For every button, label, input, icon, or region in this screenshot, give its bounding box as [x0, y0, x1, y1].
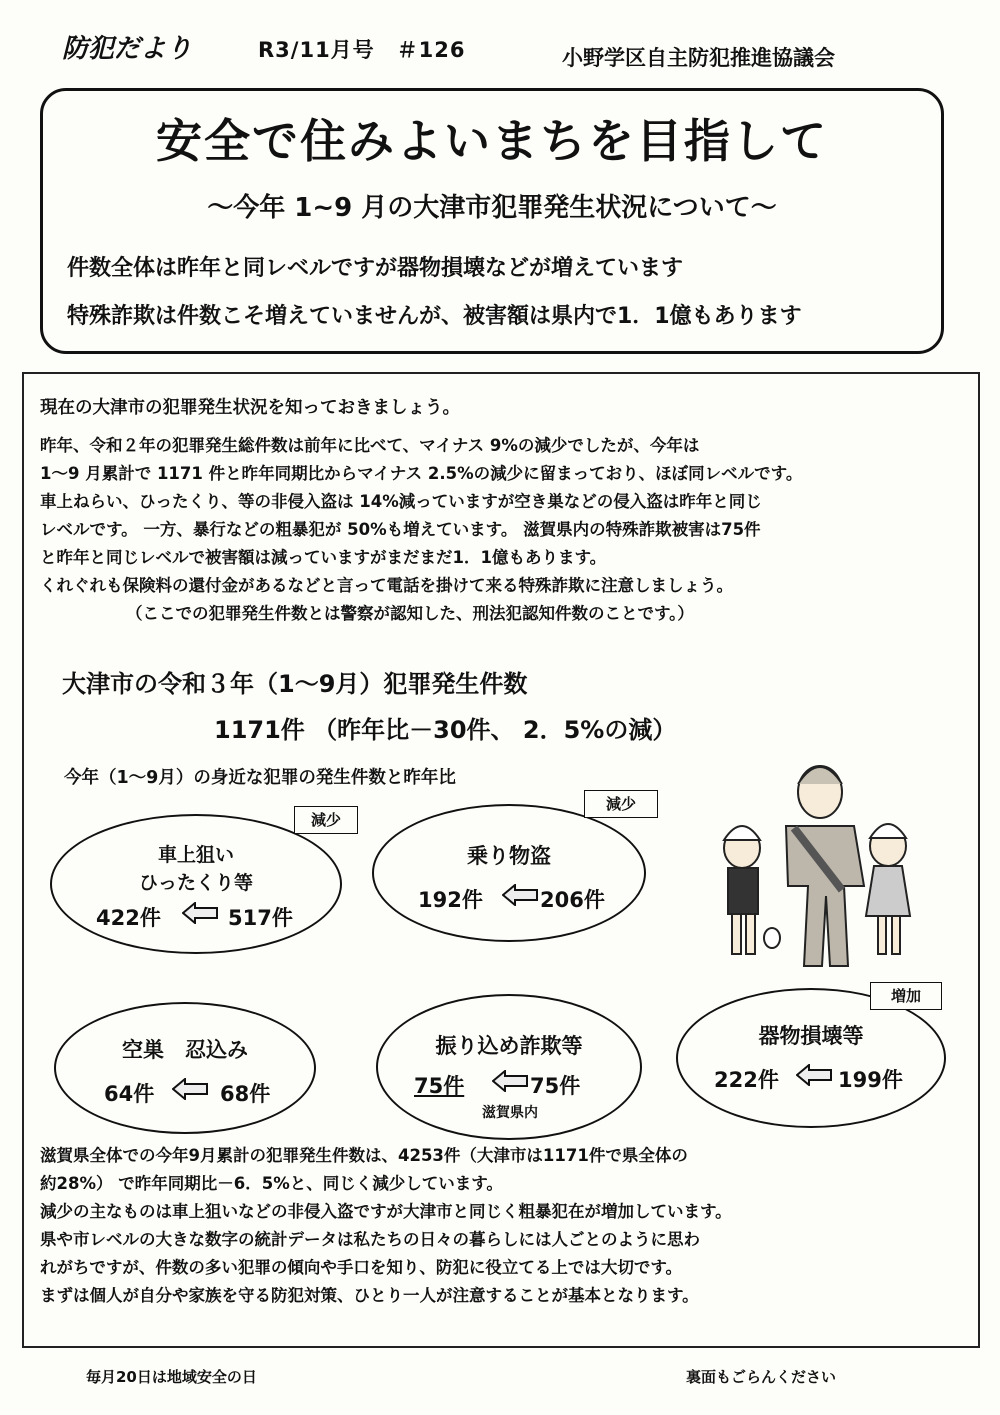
crime-oval-fraud: [376, 994, 642, 1140]
closing-line: 約28%） で昨年同期比－6．5%と、同じく減少しています。: [40, 1174, 503, 1193]
crime-this-year: 192件: [418, 888, 483, 912]
closing-line: 滋賀県全体での今年9月累計の犯罪発生件数は、4253件（大津市は1171件で県全体の: [40, 1146, 688, 1165]
intro-line: レベルです。 一方、暴行などの粗暴犯が 50%も増えています。 滋賀県内の特殊詐欺被害は75件: [40, 520, 761, 539]
stats-caption: 今年（1～9月）の身近な犯罪の発生件数と昨年比: [64, 768, 456, 788]
crime-label: ひったくり等: [138, 872, 253, 894]
crime-note: 滋賀県内: [482, 1105, 538, 1121]
guardian-with-children-illustration: [702, 750, 922, 974]
crime-last-year: 68件: [220, 1082, 271, 1106]
decrease-badge: 減少: [584, 790, 658, 818]
footer-right: 裏面もごらんください: [686, 1368, 837, 1386]
crime-this-year: 222件: [714, 1068, 779, 1092]
left-arrow-icon: [796, 1064, 832, 1086]
decrease-badge: 減少: [294, 806, 358, 834]
issue-number: R3/11月号 ＃126: [258, 38, 466, 62]
crime-this-year: 75件: [414, 1074, 465, 1098]
crime-oval-vehicle-theft: [50, 814, 342, 954]
closing-line: れがちですが、件数の多い犯罪の傾向や手口を知り、防犯に役立てる上では大切です。: [40, 1258, 683, 1277]
crime-last-year: 199件: [838, 1068, 903, 1092]
closing-line: 県や市レベルの大きな数字の統計データは私たちの日々の暮らしには人ごとのように思わ: [40, 1230, 700, 1249]
left-arrow-icon: [172, 1078, 208, 1100]
crime-label: 乗り物盗: [467, 844, 551, 868]
main-content-box: [22, 372, 980, 1348]
closing-line: まずは個人が自分や家族を守る防犯対策、ひとり一人が注意することが基本となります。: [40, 1286, 699, 1305]
left-arrow-icon: [182, 902, 218, 924]
crime-this-year: 422件: [96, 906, 161, 930]
intro-line: と昨年と同じレベルで被害額は減っていますがまだまだ1．1億もあります。: [40, 548, 607, 567]
closing-line: 減少の主なものは車上狙いなどの非侵入盗ですが大津市と同じく粗暴犯在が増加しています。: [40, 1202, 732, 1221]
intro-note: （ここでの犯罪発生件数とは警察が認知した、刑法犯認知件数のことです。）: [126, 604, 694, 623]
stats-total: 1171件 （昨年比－30件、 2．5%の減）: [214, 716, 677, 744]
crime-last-year: 206件: [540, 888, 605, 912]
intro-line: 車上ねらい、ひったくり、等の非侵入盗は 14%減っていますが空き巣などの侵入盗は昨年と同じ: [40, 492, 762, 511]
intro-line: 昨年、令和２年の犯罪発生総件数は前年に比べて、マイナス 9%の減少でしたが、今年は: [40, 436, 700, 455]
summary-line: 特殊詐欺は件数こそ増えていませんが、被害額は県内で1．1億もあります: [67, 304, 802, 329]
left-arrow-icon: [502, 884, 538, 906]
headline-box: [40, 88, 944, 354]
crime-oval-bicycle-theft: [372, 804, 646, 942]
crime-label: 器物損壊等: [758, 1024, 864, 1048]
newsletter-title: 防犯だより: [62, 34, 193, 64]
organization-name: 小野学区自主防犯推進協議会: [562, 46, 835, 70]
crime-label: 振り込め詐欺等: [435, 1034, 583, 1058]
summary-line: 件数全体は昨年と同レベルですが器物損壊などが増えています: [67, 256, 684, 281]
crime-label: 空巣 忍込み: [122, 1038, 248, 1062]
intro-lead: 現在の大津市の犯罪発生状況を知っておきましょう。: [40, 398, 460, 418]
crime-this-year: 64件: [104, 1082, 155, 1106]
left-arrow-icon: [492, 1070, 528, 1092]
footer-left: 毎月20日は地域安全の日: [86, 1368, 257, 1386]
headline-subtitle: ～今年 1~9 月の大津市犯罪発生状況について～: [207, 193, 777, 223]
intro-line: くれぐれも保険料の還付金があるなどと言って電話を掛けて来る特殊詐欺に注意しましょう。: [40, 576, 733, 595]
crime-oval-burglary: [54, 1002, 316, 1134]
stats-title: 大津市の令和３年（1～9月）犯罪発生件数: [62, 670, 528, 698]
crime-last-year: 75件: [530, 1074, 581, 1098]
crime-last-year: 517件: [228, 906, 293, 930]
crime-label: 車上狙い: [157, 844, 234, 866]
increase-badge: 増加: [870, 982, 942, 1010]
headline-title: 安全で住みよいまちを目指して: [156, 114, 828, 168]
intro-line: 1～9 月累計で 1171 件と昨年同期比からマイナス 2.5%の減少に留まっており、ほぼ同レベルです。: [40, 464, 803, 483]
